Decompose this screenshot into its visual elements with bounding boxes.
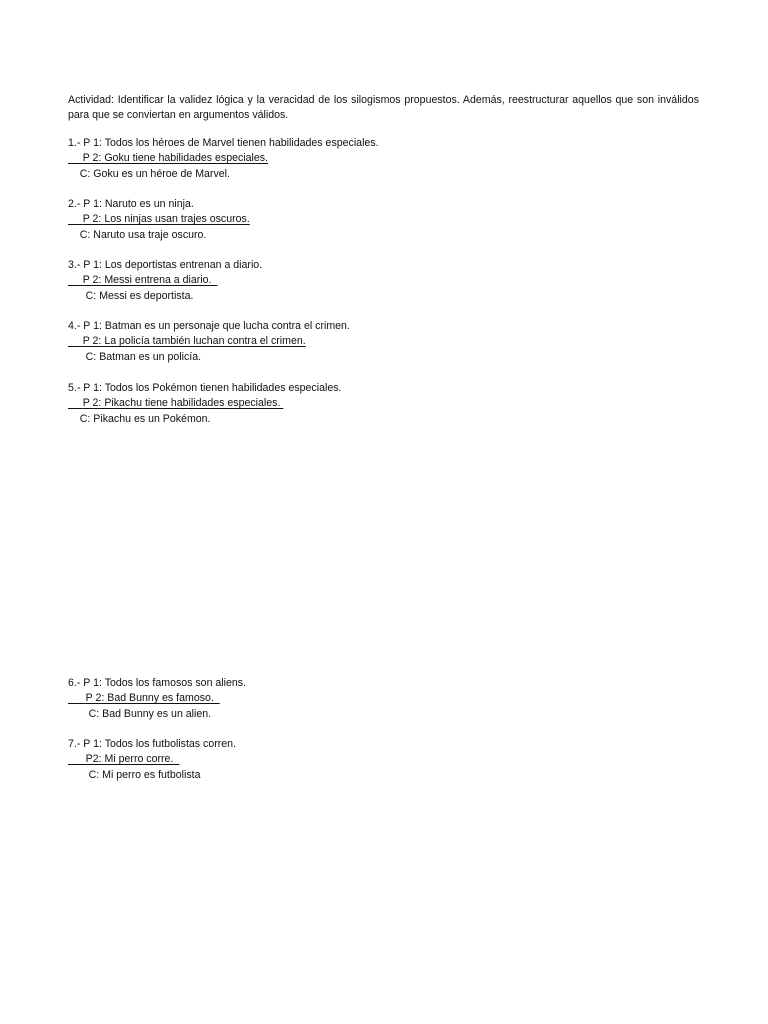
premise-2-line bbox=[68, 691, 708, 706]
conclusion: C: Goku es un héroe de Marvel. bbox=[68, 167, 230, 180]
premise-1: 3.- P 1: Los deportistas entrenan a diario. bbox=[68, 259, 263, 271]
activity-instructions: Actividad: Identificar la validez lógica y la veracidad de los silogismos propuestos. Además, reestructurar aquellos que son inválidos para que se conviertan en argumentos válidos. bbox=[68, 93, 699, 122]
syllogism-5 bbox=[68, 381, 708, 427]
conclusion: C: Bad Bunny es un alien. bbox=[68, 707, 212, 720]
syllogism-6 bbox=[68, 676, 708, 722]
premise-2-line bbox=[68, 334, 708, 349]
conclusion: C: Pikachu es un Pokémon. bbox=[68, 412, 211, 425]
premise-2-indent bbox=[68, 213, 83, 225]
conclusion: C: Messi es deportista. bbox=[68, 289, 194, 302]
premise-2-indent bbox=[68, 753, 86, 765]
syllogism-4 bbox=[68, 319, 708, 365]
premise-1: 4.- P 1: Batman es un personaje que lucha contra el crimen. bbox=[68, 320, 350, 332]
premise-2-line bbox=[68, 151, 708, 166]
premise-2-indent bbox=[68, 274, 83, 286]
premise-2: P 2: Los ninjas usan trajes oscuros. bbox=[82, 213, 250, 226]
syllogism-1 bbox=[68, 136, 708, 182]
premise-2-line bbox=[68, 212, 708, 227]
premise-2-indent bbox=[68, 335, 83, 347]
premise-2: P 2: La policía también luchan contra el crimen. bbox=[82, 335, 306, 348]
premise-2: P 2: Messi entrena a diario. bbox=[82, 274, 218, 287]
premise-2: P 2: Pikachu tiene habilidades especiales. bbox=[82, 397, 284, 410]
premise-2: P 2: Goku tiene habilidades especiales. bbox=[82, 152, 269, 165]
conclusion: C: Mi perro es futbolista bbox=[68, 768, 201, 781]
syllogism-3 bbox=[68, 258, 708, 304]
syllogism-7 bbox=[68, 737, 708, 783]
syllogism-2 bbox=[68, 197, 708, 243]
premise-2-line bbox=[68, 396, 708, 411]
premise-2-indent bbox=[68, 152, 83, 164]
premise-2-indent bbox=[68, 692, 86, 704]
premise-1: 1.- P 1: Todos los héroes de Marvel tienen habilidades especiales. bbox=[68, 137, 379, 149]
premise-1: 6.- P 1: Todos los famosos son aliens. bbox=[68, 677, 247, 689]
premise-2-line bbox=[68, 752, 708, 767]
conclusion: C: Naruto usa traje oscuro. bbox=[68, 228, 207, 241]
premise-1: 5.- P 1: Todos los Pokémon tienen habilidades especiales. bbox=[68, 382, 342, 394]
premise-2: P 2: Bad Bunny es famoso. bbox=[85, 692, 220, 705]
conclusion: C: Batman es un policía. bbox=[68, 350, 202, 363]
premise-1: 7.- P 1: Todos los futbolistas corren. bbox=[68, 738, 237, 750]
premise-2-line bbox=[68, 273, 708, 288]
premise-2-indent bbox=[68, 397, 83, 409]
premise-2: P2: Mi perro corre. bbox=[85, 753, 180, 766]
premise-1: 2.- P 1: Naruto es un ninja. bbox=[68, 198, 194, 210]
